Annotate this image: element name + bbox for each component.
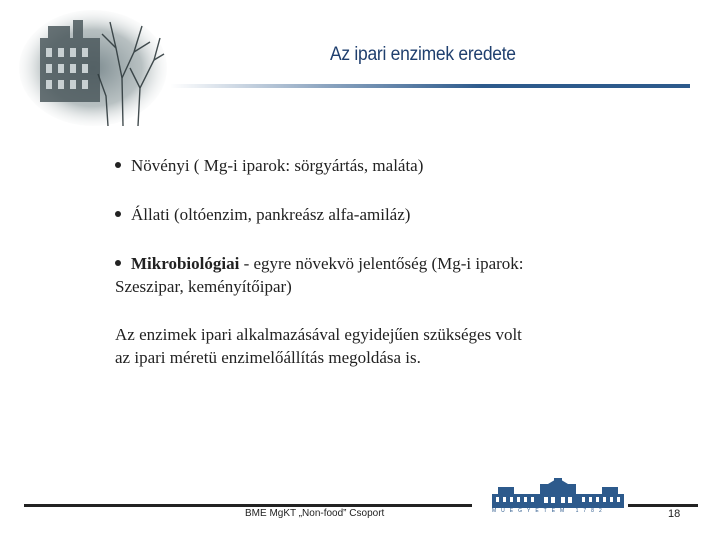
bullet-dot-icon: [115, 260, 121, 266]
bullet-dot-icon: [115, 211, 121, 217]
bullet-item-3: [115, 252, 524, 298]
bullet-text: Állati (oltóenzim, pankreász alfa-amiláz): [131, 205, 411, 224]
page-number: 18: [668, 508, 681, 520]
paragraph-line-2: az ipari méretü enzimelőállítás megoldása is.: [115, 348, 421, 367]
body-paragraph: [115, 323, 522, 369]
paragraph-line-1: Az enzimek ipari alkalmazásával egyidejűen szükséges volt: [115, 325, 522, 344]
footer-divider-right: [628, 504, 698, 507]
bullet-item-1: [115, 154, 423, 177]
bullet-text: Növényi ( Mg-i iparok: sörgyártás, maláta): [131, 156, 424, 175]
bullet-dot-icon: [115, 162, 121, 168]
footer-text: BME MgKT „Non-food” Csoport: [245, 508, 385, 519]
slide-title: Az ipari enzimek eredete: [330, 44, 516, 65]
bullet-text-continuation: Szeszipar, keményítőipar): [115, 277, 292, 296]
campus-photo: [18, 8, 168, 130]
logo-caption: MŰEGYETEM 1782: [492, 508, 607, 514]
title-divider: [170, 84, 690, 88]
bullet-text: - egyre növekvö jelentőség (Mg-i iparok:: [239, 254, 524, 273]
footer-divider-left: [24, 504, 472, 507]
bullet-item-2: [115, 203, 410, 226]
bullet-bold-text: Mikrobiológiai: [131, 254, 240, 273]
